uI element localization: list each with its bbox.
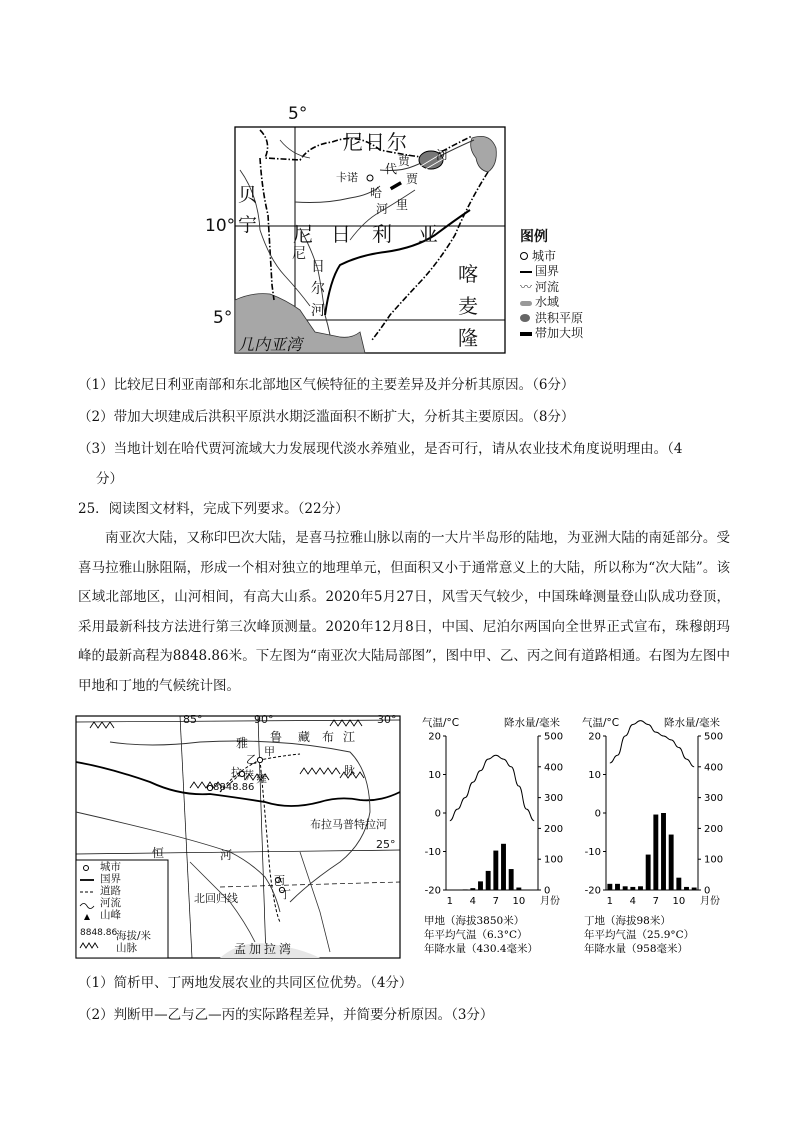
legend-title: 图例 <box>520 229 548 245</box>
cameroon-label-1: 喀 <box>458 262 478 286</box>
niger-country-label: 尼日尔 <box>343 130 409 154</box>
bing-label: 丙 <box>274 874 285 887</box>
tropic-label: 北回归线 <box>194 892 238 905</box>
la-label: 拉 <box>231 766 242 779</box>
jia-label: 甲 <box>264 745 275 758</box>
x-tick-label: 7 <box>492 896 500 907</box>
x-tick-label: 1 <box>446 896 454 907</box>
niger-river-label-1: 尼 <box>292 246 306 262</box>
legend2-road: 道路 <box>100 885 121 897</box>
q24-3-cont: 分） <box>96 471 123 487</box>
legend2-river: 河流 <box>100 897 121 909</box>
yong-label: 雍 <box>256 772 267 785</box>
x-tick-label: 7 <box>652 896 660 907</box>
x-tick-label: 4 <box>629 896 637 907</box>
precipitation-bar <box>493 851 498 890</box>
precipitation-bar <box>646 855 651 890</box>
niger-river-label-3: 尔 <box>311 281 325 297</box>
heng-label: 恒 <box>152 846 165 860</box>
y-right-tick-label: 0 <box>704 885 711 897</box>
nigeria-label-3: 利 <box>372 222 392 246</box>
hadejia-left-label: 代 <box>385 162 398 176</box>
caption-precip: 年降水量（958毫米） <box>584 943 689 955</box>
map1-legend <box>520 230 610 342</box>
latitude-label-5: 5° <box>213 308 233 328</box>
mai-label: 脉 <box>344 764 355 777</box>
everest-elevation-label: 8848.86 <box>213 782 255 793</box>
hadejia-label-3: 贾 <box>406 172 419 186</box>
yarlung-2: 鲁 <box>270 730 283 744</box>
q24-2: （2）带加大坝建成后洪积平原洪水期泛滥面积不断扩大，分析其主要原因。（8分） <box>78 409 575 425</box>
y-right-axis-label: 降水量/毫米 <box>504 717 561 729</box>
legend2-peak-value: 8848.86 <box>80 928 118 938</box>
legend-river <box>520 280 610 296</box>
hadejia-river-label: 河 <box>436 148 449 162</box>
nigeria-label-2: 日 <box>331 222 351 246</box>
bay-label: 孟加拉湾 <box>234 942 295 956</box>
legend-floodplain-label: 洪积平原 <box>535 310 584 325</box>
y-right-tick-label: 500 <box>544 731 564 743</box>
y-left-tick-label: 10 <box>428 770 441 781</box>
li-label: 里 <box>396 198 409 212</box>
yarlung-4: 布 <box>322 730 335 744</box>
map2-legend-labels <box>100 861 121 921</box>
x-tick-label: 4 <box>469 896 477 907</box>
caption-station: 甲地（海拔3850米） <box>424 915 525 927</box>
y-right-tick-label: 300 <box>544 793 564 805</box>
x-tick-label: 10 <box>512 896 526 907</box>
precipitation-bar <box>669 835 674 890</box>
y-right-tick-label: 500 <box>704 731 724 743</box>
benin-label-1: 贝 <box>238 184 258 206</box>
precipitation-bar <box>661 813 666 890</box>
climate-chart-jia <box>420 714 590 964</box>
yarlung-5: 江 <box>343 730 356 744</box>
river-lower-label: 河 <box>376 202 389 216</box>
city-icon <box>520 252 528 260</box>
precipitation-bar <box>478 881 483 890</box>
y-right-tick-label: 400 <box>704 762 724 774</box>
q25-paragraph: 南亚次大陆，又称印巴次大陆，是喜马拉雅山脉以南的一大片半岛形的陆地，为亚洲大陆的南延部分。受喜马拉雅山脉阻隔，形成一个相对独立的地理单元，但面积又小于通常意义上的大陆，所以称为“次大陆”。该区域北部地区，山河相间，有高大山系。2020年5月27日，风雪天气较少，中国珠峰测量登山队成功登顶，采用最新科技方法进行第三次峰顶测量。2020年12月8日，中国、尼泊尔两国向全世界正式宣布，珠穆朗玛峰的最新高程为8848.86米。下左图为“南亚次大陆局部图”，图中甲、乙、丙之间有道路相通。右图为左图中甲地和丁地的气候统计图。 <box>78 530 730 694</box>
q25-1: （1）简析甲、丁两地发展农业的共同区位优势。（4分） <box>78 975 413 991</box>
y-right-axis-label: 降水量/毫米 <box>664 717 721 729</box>
legend-water-label: 水域 <box>535 295 560 309</box>
legend-water <box>520 295 610 311</box>
y-left-tick-label: -20 <box>424 885 441 897</box>
y-left-tick-label: 10 <box>588 770 601 781</box>
legend-city-label: 城市 <box>532 248 557 263</box>
lon90-label: 90° <box>254 713 274 726</box>
yarlung-3: 藏 <box>298 730 311 744</box>
lon85-label: 85° <box>183 713 203 726</box>
precipitation-bar <box>638 886 643 890</box>
floodplain-icon <box>520 314 530 322</box>
yarlung-1: 雅 <box>236 736 249 750</box>
y-left-tick-label: -10 <box>584 847 601 858</box>
q24-1: （1）比较尼日利亚南部和东北部地区气候特征的主要差异及并分析其原因。（6分） <box>78 377 575 393</box>
precipitation-bar <box>470 888 475 890</box>
nigeria-label-1: 尼 <box>293 222 313 246</box>
caption-temp: 年平均气温（6.3°C） <box>424 929 528 941</box>
x-axis-label: 月份 <box>700 896 720 907</box>
latitude-label-10: 10° <box>205 216 236 236</box>
precipitation-bar <box>676 878 681 890</box>
y-right-tick-label: 0 <box>544 885 551 897</box>
x-tick-label: 10 <box>672 896 686 907</box>
benin-label-2: 宁 <box>238 214 258 236</box>
precipitation-bar <box>653 815 658 890</box>
gulf-of-guinea-label: 几内亚湾 <box>238 335 303 354</box>
y-left-tick-label: 0 <box>434 808 441 820</box>
precipitation-bar <box>463 889 468 890</box>
city-jia <box>257 757 262 762</box>
legend2-peak: 山峰 <box>100 909 121 921</box>
brahmaputra-label: 布拉马普特拉河 <box>310 818 387 831</box>
kano-label: 卡诺 <box>336 171 358 184</box>
hadejia-top-label: 贾 <box>398 154 411 168</box>
legend-border-label: 国界 <box>535 264 560 278</box>
caption-station: 丁地（海拔98米） <box>584 915 671 927</box>
y-left-tick-label: -20 <box>584 885 601 897</box>
q25-title: 25．阅读图文材料，完成下列要求。（22分） <box>78 501 349 517</box>
yi-label: 乙 <box>246 753 257 766</box>
cameroon-label-2: 麦 <box>458 294 478 318</box>
precipitation-bar <box>615 884 620 890</box>
x-tick-label: 1 <box>606 896 614 907</box>
everest-peak <box>207 785 212 790</box>
lat25-label: 25° <box>376 838 396 851</box>
y-left-axis-label: 气温/°C <box>422 717 460 729</box>
longitude-label-5: 5° <box>288 104 308 124</box>
lat30-label: 30° <box>377 713 397 726</box>
legend2-city: 城市 <box>100 861 121 873</box>
legend-floodplain <box>520 311 610 327</box>
niger-river-label-4: 河 <box>311 303 325 319</box>
niger-river-label-2: 日 <box>311 259 325 275</box>
caption-precip: 年降水量（430.4毫米） <box>424 943 539 955</box>
y-left-tick-label: 20 <box>588 731 601 743</box>
y-right-tick-label: 100 <box>544 854 564 866</box>
y-right-tick-label: 200 <box>704 823 724 835</box>
y-right-tick-label: 100 <box>704 854 724 866</box>
legend-dam <box>520 326 610 342</box>
caption-temp: 年平均气温（25.9°C） <box>584 929 695 941</box>
legend-dam-label: 帯加大坝 <box>535 326 584 340</box>
y-left-tick-label: 0 <box>594 808 601 820</box>
legend-river-label: 河流 <box>535 279 560 294</box>
river-icon: 〰 <box>520 279 533 294</box>
ding-label: 丁 <box>280 888 291 901</box>
precipitation-bar <box>684 887 689 890</box>
legend-city <box>520 249 610 265</box>
dam-icon <box>520 332 532 336</box>
hadejia-label-1: 哈 <box>370 186 383 200</box>
y-left-axis-label: 气温/°C <box>582 717 620 729</box>
border-icon <box>520 271 532 273</box>
q24-3: （3）当地计划在哈代贾河流域大力发展现代淡水养殖业，是否可行，请从农业技术角度说明理由。（4 <box>78 441 683 457</box>
q25-2: （2）判断甲—乙与乙—丙的实际路程差异，并简要分析原因。（3分） <box>78 1007 494 1023</box>
x-axis-label: 月份 <box>540 896 560 907</box>
legend2-border: 国界 <box>100 873 121 885</box>
y-right-tick-label: 300 <box>704 793 724 805</box>
kano-city <box>367 175 373 181</box>
cameroon-label-3: 隆 <box>458 326 478 350</box>
y-right-tick-label: 400 <box>544 762 564 774</box>
precipitation-bar <box>692 888 697 890</box>
y-left-tick-label: -10 <box>424 847 441 858</box>
climate-chart-ding <box>580 714 750 964</box>
precipitation-bar <box>607 884 612 890</box>
precipitation-bar <box>623 886 628 890</box>
precipitation-bar <box>630 887 635 890</box>
y-left-tick-label: 20 <box>428 731 441 743</box>
precipitation-bar <box>509 869 514 890</box>
precipitation-bar <box>486 871 491 890</box>
precipitation-bar <box>516 888 521 890</box>
nigeria-label-4: 亚 <box>418 222 438 246</box>
legend-border <box>520 264 610 280</box>
temperature-line <box>450 755 534 820</box>
water-icon <box>520 301 532 306</box>
y-right-tick-label: 200 <box>544 823 564 835</box>
legend2-elevation: 海拔/米 <box>116 930 152 942</box>
legend2-range: 山脉 <box>116 942 137 954</box>
sa-label: 萨 <box>243 769 254 782</box>
he-label: 河 <box>220 848 233 862</box>
precipitation-bar <box>501 844 506 890</box>
